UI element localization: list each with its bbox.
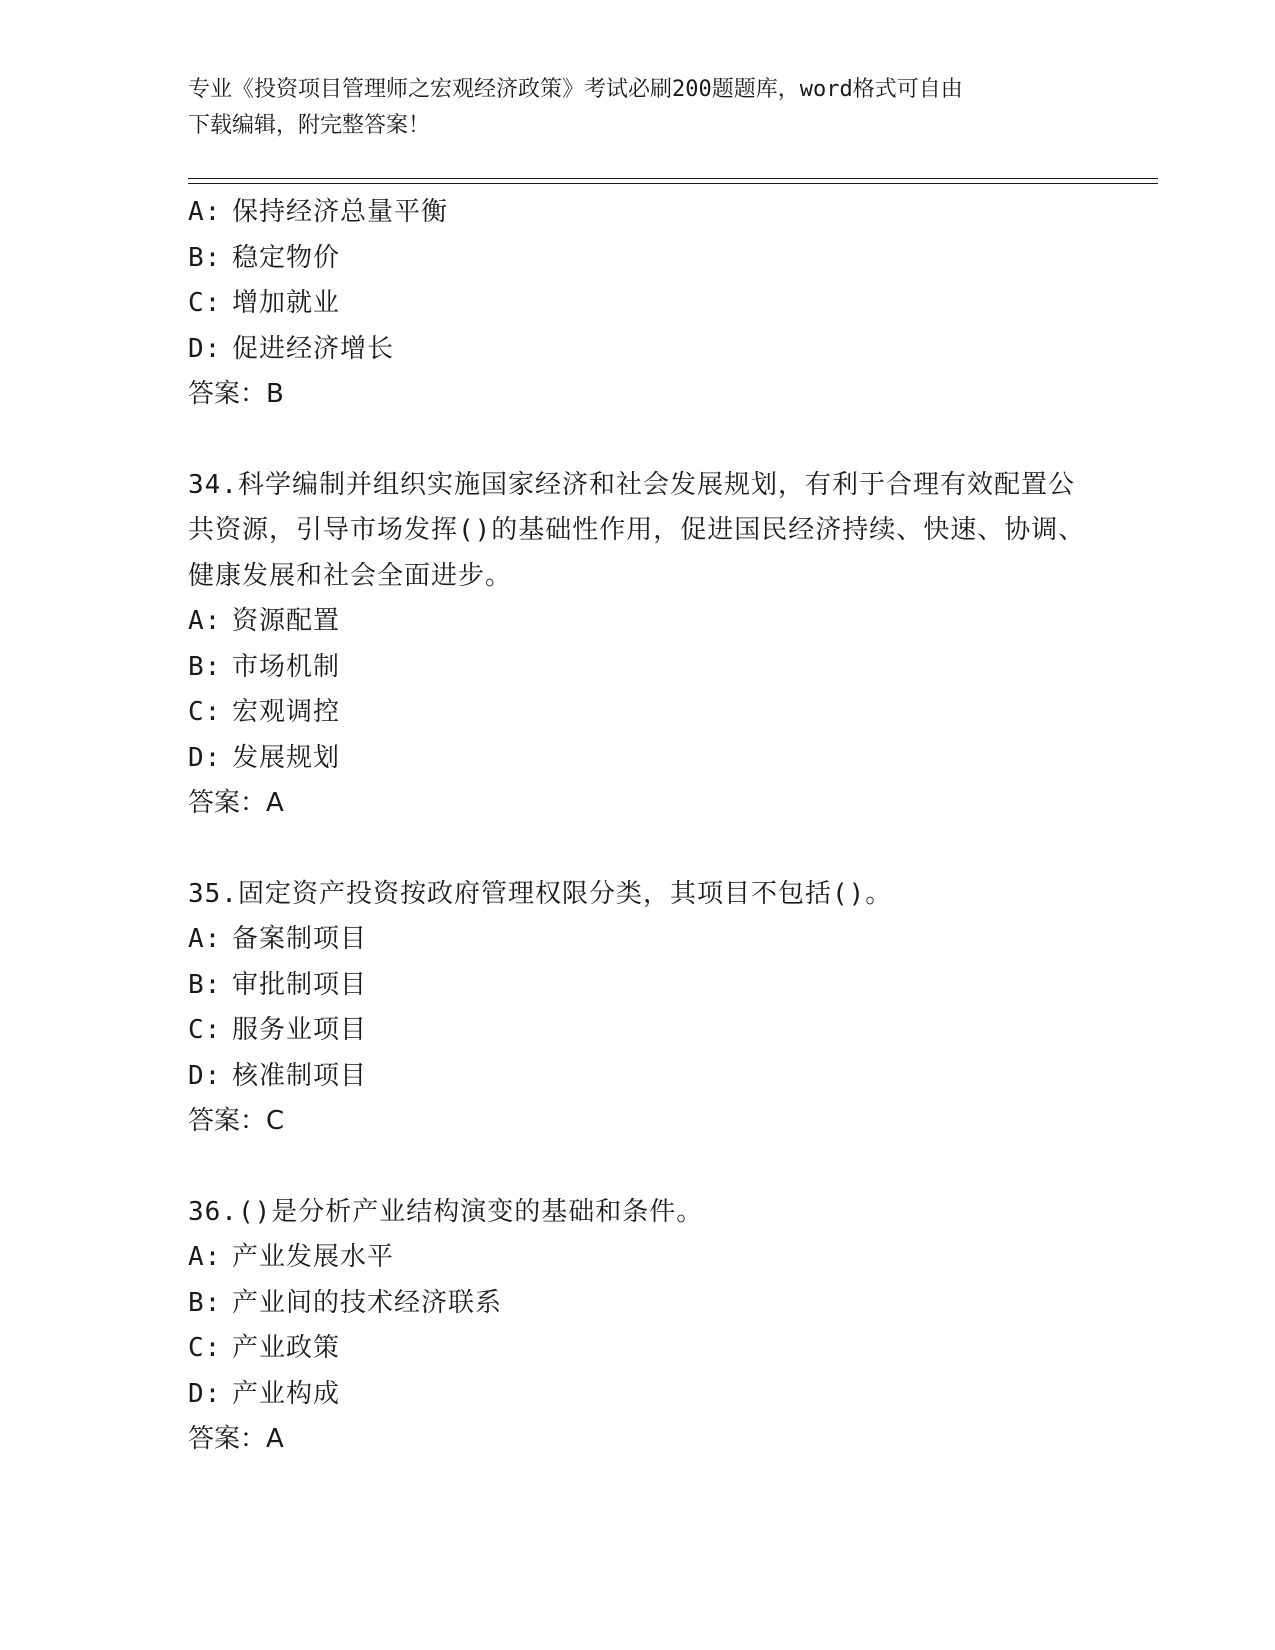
option-text: 市场机制 (232, 651, 341, 682)
question-block (188, 1190, 1088, 1463)
header-line-1: 专业《投资项目管理师之宏观经济政策》考试必刷200题题库，word格式可自由 (188, 77, 963, 102)
option-label: D: (188, 742, 222, 773)
option-label: A: (188, 606, 222, 636)
option-label: A: (188, 197, 222, 227)
option-text: 增加就业 (232, 288, 341, 318)
option-label: D: (188, 333, 222, 364)
option-label: C: (188, 697, 222, 727)
header-rule-top (188, 178, 1158, 179)
question-block (188, 190, 1088, 418)
question-list (188, 190, 1088, 1508)
option-text: 保持经济总量平衡 (232, 197, 449, 227)
option-text: 促进经济增长 (232, 333, 395, 364)
option-text: 备案制项目 (232, 924, 368, 954)
option-c (188, 690, 1088, 736)
option-text: 发展规划 (232, 742, 341, 773)
option-b (188, 1281, 1088, 1327)
option-d (188, 1372, 1088, 1418)
option-c (188, 1326, 1088, 1372)
document-header (188, 72, 1068, 144)
option-d (188, 736, 1088, 782)
option-text: 服务业项目 (232, 1015, 368, 1045)
option-a (188, 190, 1088, 236)
option-label: B: (188, 1287, 222, 1318)
option-a (188, 599, 1088, 645)
option-label: C: (188, 288, 222, 318)
option-text: 资源配置 (232, 606, 341, 636)
option-d (188, 1054, 1088, 1100)
option-text: 产业间的技术经济联系 (232, 1287, 503, 1318)
answer-line: 答案：B (188, 379, 284, 409)
option-c (188, 281, 1088, 327)
option-label: A: (188, 924, 222, 954)
option-b (188, 645, 1088, 691)
option-label: C: (188, 1015, 222, 1045)
header-rule-bottom (188, 183, 1158, 184)
question-text: 36.()是分析产业结构演变的基础和条件。 (188, 1196, 704, 1227)
question-block (188, 872, 1088, 1145)
option-a (188, 1235, 1088, 1281)
answer-line: 答案：A (188, 1424, 284, 1454)
option-text: 产业发展水平 (232, 1242, 395, 1272)
option-b (188, 236, 1088, 282)
option-label: C: (188, 1333, 222, 1363)
header-line-2: 下载编辑，附完整答案！ (188, 113, 431, 138)
answer-line: 答案：A (188, 788, 284, 818)
answer-line: 答案：C (188, 1106, 285, 1136)
option-text: 审批制项目 (232, 969, 368, 1000)
option-label: B: (188, 969, 222, 1000)
option-c (188, 1008, 1088, 1054)
question-text: 34.科学编制并组织实施国家经济和社会发展规划，有利于合理有效配置公共资源，引导市场发挥()的基础性作用，促进国民经济持续、快速、协调、健康发展和社会全面进步。 (188, 469, 1086, 591)
option-text: 产业构成 (232, 1378, 341, 1409)
option-label: B: (188, 242, 222, 273)
option-text: 核准制项目 (232, 1060, 368, 1091)
question-text: 35.固定资产投资按政府管理权限分类，其项目不包括()。 (188, 878, 893, 909)
option-label: B: (188, 651, 222, 682)
option-d (188, 327, 1088, 373)
option-a (188, 917, 1088, 963)
option-b (188, 963, 1088, 1009)
option-text: 产业政策 (232, 1333, 341, 1363)
option-text: 稳定物价 (232, 242, 341, 273)
option-label: D: (188, 1378, 222, 1409)
option-label: A: (188, 1242, 222, 1272)
option-label: D: (188, 1060, 222, 1091)
question-block (188, 463, 1088, 827)
option-text: 宏观调控 (232, 697, 341, 727)
